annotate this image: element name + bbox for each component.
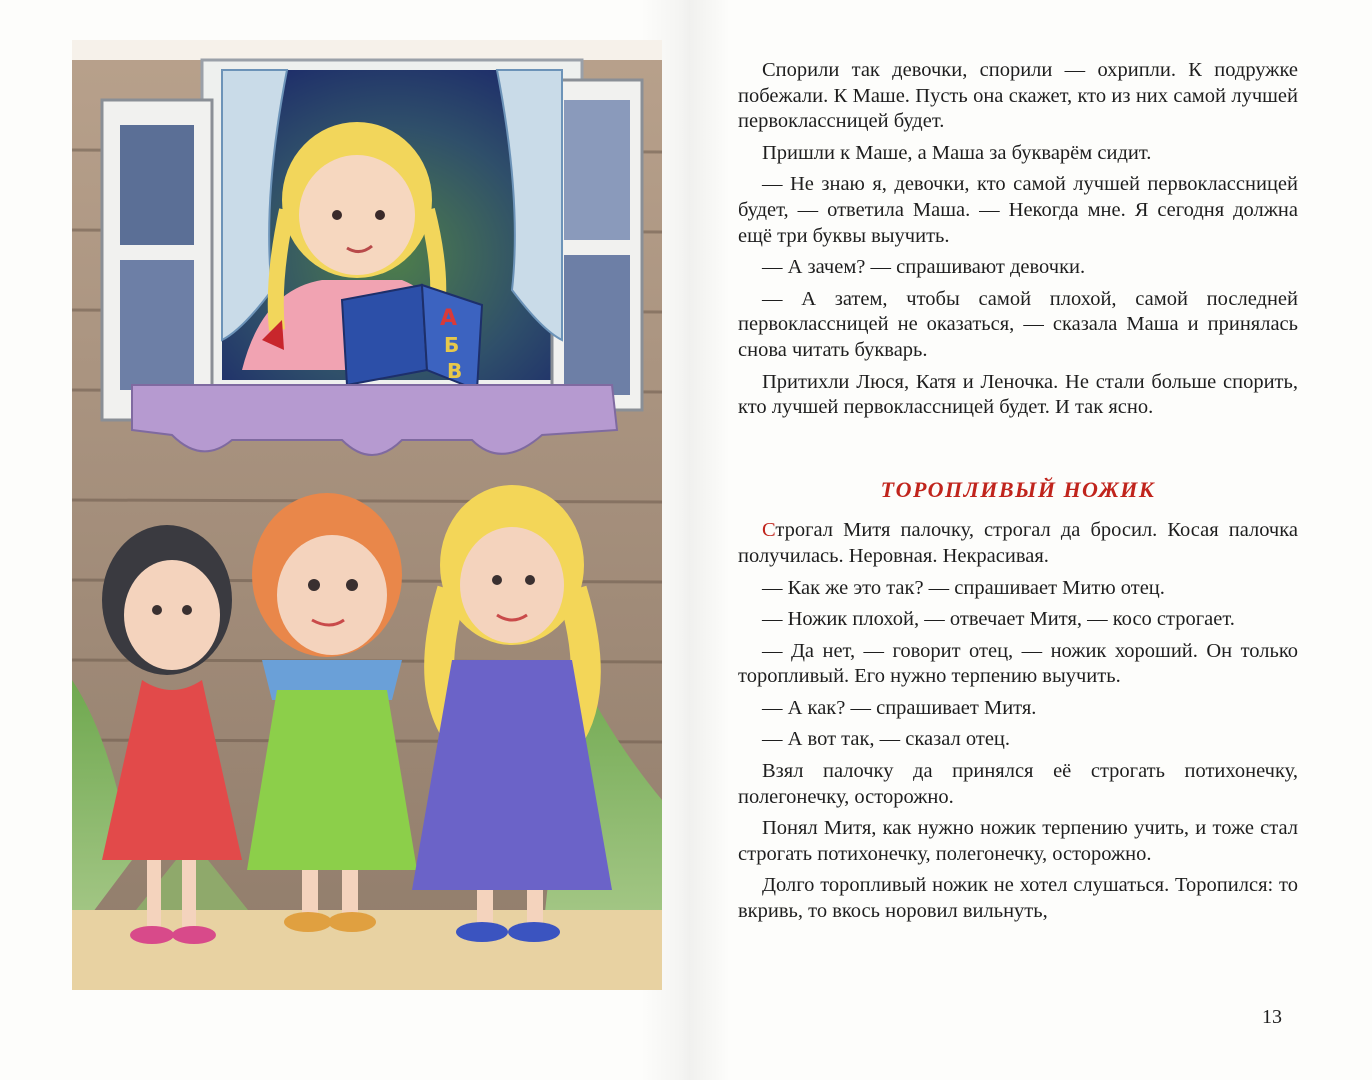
story2-paragraph: Долго торопливый ножик не хотел слушаться. Торопился: то вкривь, то вкось норовил вильнуть, bbox=[738, 874, 1298, 923]
story2-paragraph: Понял Митя, как нужно ножик терпению учить, и тоже стал строгать потихонечку, полегонечку, осторожно. bbox=[738, 817, 1298, 865]
illustration-girls-at-window bbox=[72, 40, 662, 990]
story1-paragraph: Притихли Люся, Катя и Леночка. Не стали больше спорить, кто лучшей первоклассницей будет. И так ясно. bbox=[738, 370, 1298, 419]
svg-text:А: А bbox=[440, 306, 458, 331]
story2-paragraph: — Да нет, — говорит отец, — ножик хороший. Он только торопливый. Его нужно терпению выучить. bbox=[738, 639, 1298, 688]
story1-paragraph: — Не знаю я, девочки, кто самой лучшей первоклассницей будет, — ответила Маша. — Некогда мне. Я сегодня должна ещё три буквы выучить. bbox=[738, 173, 1298, 247]
page-number: 13 bbox=[1262, 1006, 1282, 1028]
illustration-drawing bbox=[72, 40, 662, 990]
story2-paragraph: — А как? — спрашивает Митя. bbox=[762, 696, 1037, 719]
right-shutter bbox=[552, 80, 642, 410]
story2-paragraph: — Ножик плохой, — отвечает Митя, — косо строгает. bbox=[762, 608, 1235, 631]
story2-paragraph: — А вот так, — сказал отец. bbox=[762, 728, 1011, 751]
story2-paragraph: Взял палочку да принялся её строгать потихонечку, полегонечку, осторожно. bbox=[738, 760, 1298, 808]
svg-text:Б: Б bbox=[444, 333, 460, 357]
story2-first-paragraph-text: трогал Митя палочку, строгал да бросил. Косая палочка получилась. Неровная. Некрасивая. bbox=[738, 519, 1298, 567]
girl-blonde-hair bbox=[412, 485, 612, 942]
story1-paragraph: Пришли к Маше, а Маша за букварём сидит. bbox=[762, 141, 1152, 164]
story1-paragraph: Спорили так девочки, спорили — охрипли. К подружке побежали. К Маше. Пусть она скажет, кто из них самой лучшей первоклассницей будет. bbox=[738, 59, 1298, 133]
story2-title: ТОРОПЛИВЫЙ НОЖИК bbox=[880, 476, 1156, 502]
text-page bbox=[738, 58, 1298, 931]
left-shutter bbox=[102, 100, 212, 420]
story2-first-paragraph bbox=[738, 518, 1298, 569]
svg-text:В: В bbox=[447, 359, 463, 383]
story2-paragraph: — Как же это так? — спрашивает Митю отец. bbox=[762, 576, 1165, 599]
drop-cap-letter: С bbox=[762, 519, 776, 542]
story1-paragraph: — А зачем? — спрашивают девочки. bbox=[762, 256, 1086, 279]
story1-paragraph: — А затем, чтобы самой плохой, самой последней первоклассницей не оказаться, — сказала Маша и принялась снова читать букварь. bbox=[738, 287, 1298, 361]
